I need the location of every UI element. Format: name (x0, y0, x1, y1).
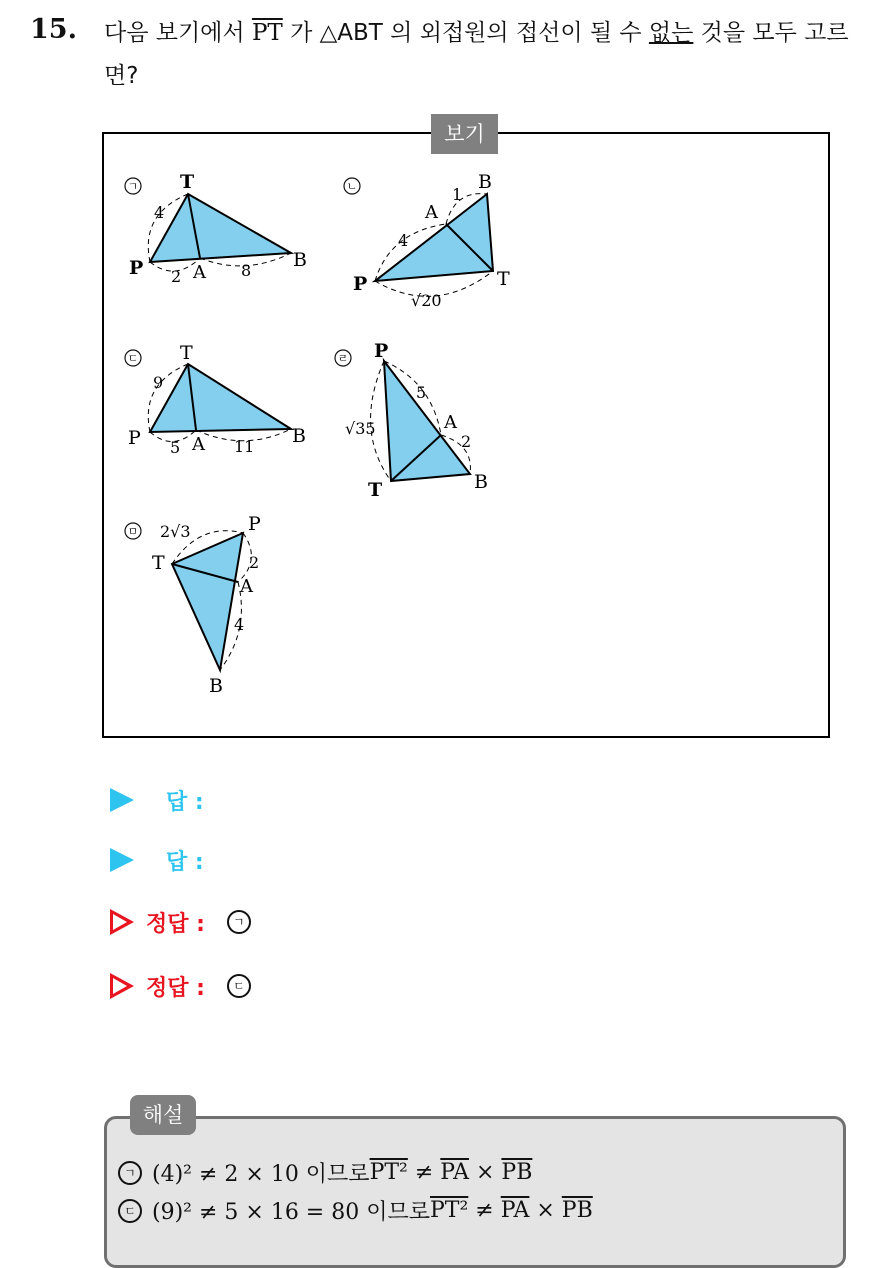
solution-line-1 (118, 1157, 532, 1188)
length-label: 2 (249, 553, 260, 572)
point-label: P (128, 427, 141, 449)
length-label: 4 (398, 231, 409, 250)
point-label: B (474, 471, 488, 493)
answer-label: 답 : (166, 849, 204, 875)
correct-answer-row-1 (110, 902, 251, 942)
solution-text: (4)² ≠ 2 × 10 이므로 (152, 1162, 370, 1187)
length-label: 2 (461, 432, 472, 451)
figure-d (125, 342, 306, 457)
solution-marker: ㄱ (118, 1161, 142, 1185)
length-label: 4 (154, 203, 165, 222)
figure-g (125, 171, 307, 286)
correct-answer-value: ㄷ (227, 974, 251, 998)
question-text-part: 가 △ABT 의 외접원의 접선이 될 수 (282, 20, 649, 46)
solution-text: (9)² ≠ 5 × 16 = 80 이므로 (152, 1200, 430, 1225)
point-label: P (248, 513, 261, 535)
point-label: A (193, 262, 206, 283)
play-outline-icon (110, 973, 134, 999)
question-number: 15. (30, 14, 77, 45)
play-icon (110, 848, 134, 872)
play-icon (110, 788, 134, 812)
neq-sign: ≠ (407, 1160, 441, 1185)
figure-n (344, 171, 510, 310)
correct-answer-row-2 (110, 966, 251, 1006)
correct-answer-value: ㄱ (227, 910, 251, 934)
length-label: 2√3 (160, 522, 191, 541)
figure-marker: ㄴ (346, 180, 358, 193)
question-text-part: 다음 보기에서 (104, 20, 252, 46)
point-label: B (478, 171, 492, 193)
triangle-shape (150, 194, 291, 262)
neq-sign: ≠ (468, 1198, 501, 1223)
point-label: A (425, 202, 438, 223)
triangle-shape (150, 364, 291, 432)
point-label: P (353, 273, 368, 295)
length-label: √35 (345, 419, 376, 438)
figure-marker: ㄷ (127, 352, 139, 365)
point-label: B (293, 249, 307, 271)
point-label: A (240, 576, 253, 597)
answer-row-1 (110, 780, 204, 820)
figure-marker: ㄹ (337, 352, 349, 365)
length-label: 8 (241, 261, 252, 280)
answer-row-2 (110, 840, 204, 880)
point-label: B (292, 425, 306, 447)
length-label: 2 (171, 267, 182, 286)
correct-answer-label: 정답 : (146, 911, 205, 937)
answer-label: 답 : (166, 789, 204, 815)
correct-answer-label: 정답 : (146, 975, 205, 1001)
solution-line-2 (118, 1195, 593, 1226)
point-label: T (497, 268, 510, 290)
triangle-shape (172, 533, 243, 670)
times-sign: × (529, 1198, 562, 1223)
length-label: 5 (416, 383, 427, 402)
solution-label: 해설 (130, 1095, 196, 1135)
figure-m (125, 513, 261, 697)
point-label: P (374, 340, 389, 362)
length-label: 9 (153, 373, 164, 392)
length-label: √20 (411, 291, 442, 310)
segment-pa: $\overline{PA}$ (440, 1160, 469, 1185)
point-label: T (180, 342, 193, 364)
figure-marker: ㅁ (127, 525, 139, 538)
point-label: T (180, 171, 195, 193)
times-sign: × (468, 1160, 502, 1185)
length-label: 5 (170, 438, 181, 457)
solution-box (104, 1116, 846, 1268)
segment-pt-squared: PT² (369, 1160, 408, 1185)
point-label: P (129, 257, 144, 279)
length-label: 1 (452, 185, 463, 204)
figure-marker: ㄱ (127, 180, 139, 193)
play-outline-icon (110, 909, 134, 935)
segment-pb: $\overline{PB}$ (501, 1160, 533, 1185)
length-label: 11 (234, 437, 255, 456)
example-box-label: 보기 (431, 114, 498, 154)
length-label: 4 (234, 615, 245, 634)
triangle-shape (384, 361, 470, 481)
solution-marker: ㄷ (118, 1199, 142, 1223)
figure-r (335, 340, 488, 501)
point-label: A (192, 434, 205, 455)
segment-pt: $\overline{PT}$ (251, 20, 283, 46)
point-label: A (444, 412, 457, 433)
point-label: T (368, 479, 383, 501)
segment-pa: $\overline{PA}$ (500, 1198, 530, 1223)
question-text-part: 것을 모두 고르면? (104, 20, 849, 89)
segment-pt-squared: PT² (429, 1198, 469, 1223)
question-emphasis: 없는 (648, 20, 694, 46)
point-label: T (152, 552, 165, 574)
point-label: B (209, 675, 223, 697)
segment-pb: $\overline{PB}$ (561, 1198, 593, 1223)
